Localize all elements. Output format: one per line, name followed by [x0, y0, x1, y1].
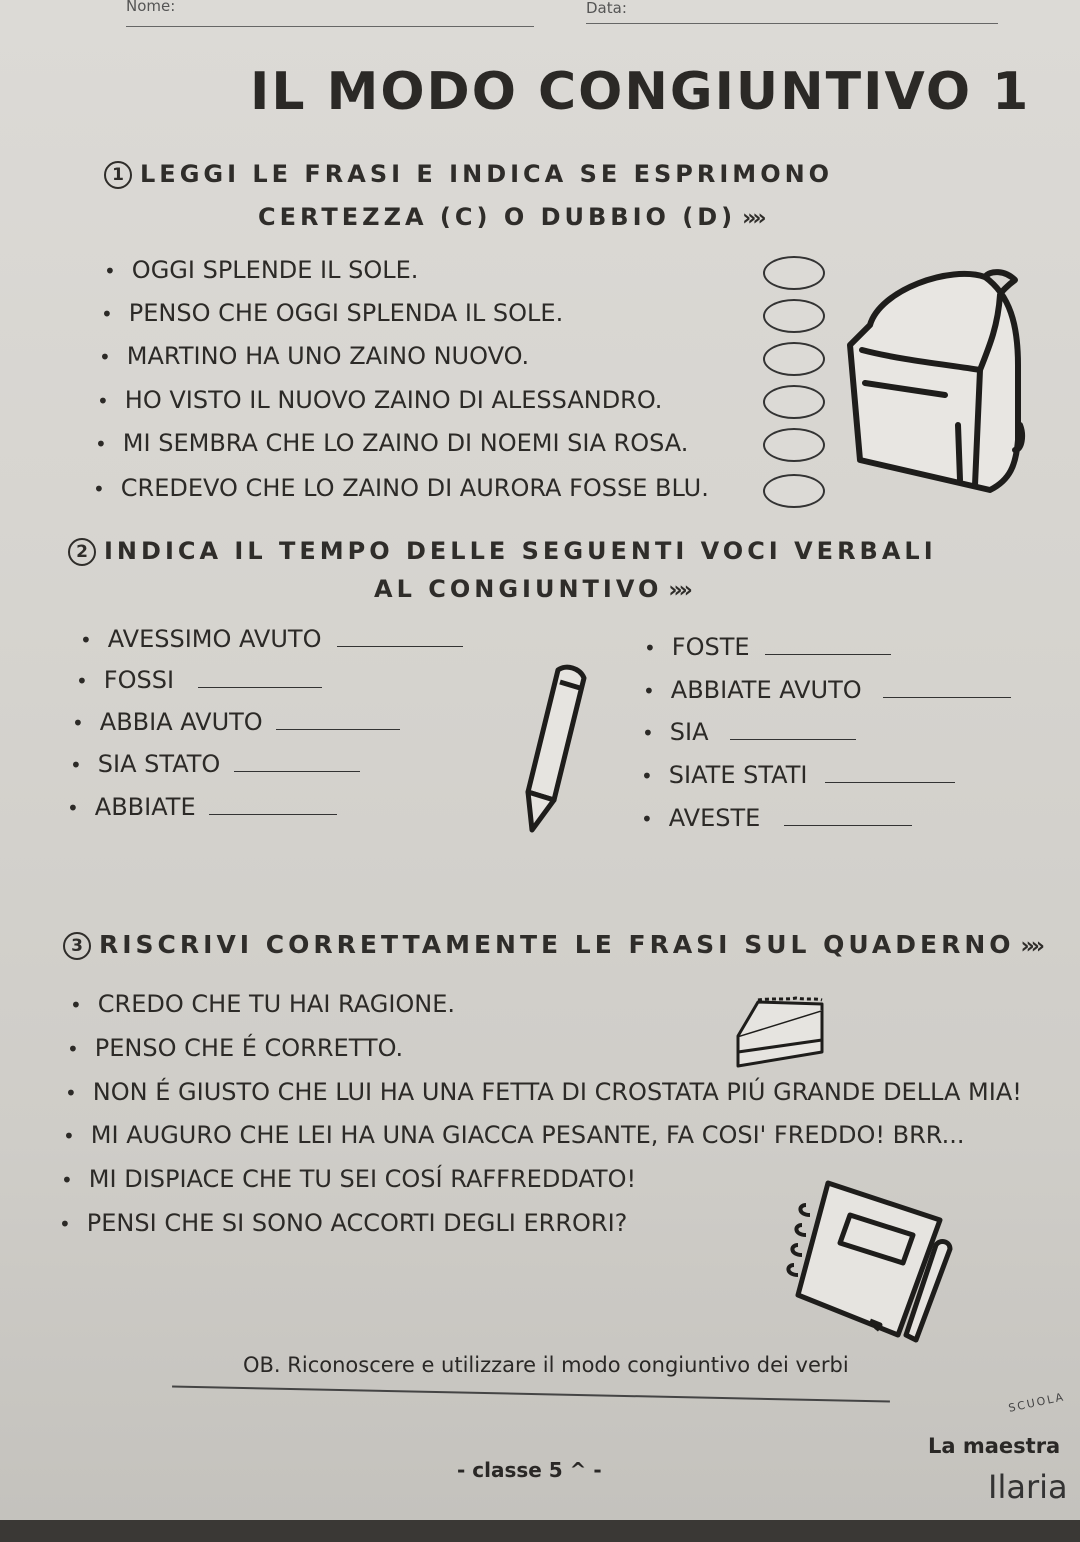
answer-oval[interactable] — [763, 474, 825, 508]
class-label: - classe 5 ^ - — [457, 1458, 602, 1482]
learning-objective: OB. Riconoscere e utilizzare il modo congiuntivo dei verbi — [243, 1353, 849, 1377]
page-title: IL MODO CONGIUNTIVO 1 — [250, 62, 1031, 122]
notebook-icon — [788, 1175, 963, 1350]
section1-sentence: • OGGI SPLENDE IL SOLE. — [104, 256, 418, 284]
date-field-line[interactable] — [586, 23, 998, 24]
name-field-line[interactable] — [126, 26, 534, 27]
section1-sentence: • HO VISTO IL NUOVO ZAINO DI ALESSANDRO. — [97, 386, 662, 414]
answer-blank[interactable] — [883, 675, 1011, 698]
verb-item — [641, 803, 912, 832]
name-label: Nome: — [126, 0, 176, 15]
answer-blank[interactable] — [337, 624, 463, 647]
section3-number: 3 — [63, 932, 91, 960]
section2-heading-line1 — [68, 537, 937, 566]
teacher-label: La maestra — [928, 1434, 1061, 1458]
section3-sentence: • MI DISPIACE CHE TU SEI COSÍ RAFFREDDATO! — [61, 1165, 636, 1193]
section2-heading-text2: AL CONGIUNTIVO — [374, 575, 663, 603]
divider-line — [172, 1385, 890, 1402]
section3-sentence: • MI AUGURO CHE LEI HA UNA GIACCA PESANTE, FA COSI' FREDDO! BRR... — [63, 1121, 965, 1149]
section3-heading — [63, 930, 1041, 960]
section1-heading-line2 — [258, 203, 763, 231]
verb-label: ABBIATE AVUTO — [670, 676, 862, 704]
verb-item — [70, 749, 360, 778]
verb-item — [80, 624, 463, 653]
verb-label: FOSTE — [671, 633, 750, 661]
verb-item — [643, 675, 1011, 704]
section3-sentence: • PENSI CHE SI SONO ACCORTI DEGLI ERRORI? — [59, 1209, 627, 1237]
verb-label: FOSSI — [103, 666, 175, 694]
chevron-right-icon: »» — [1020, 934, 1041, 959]
section1-sentence: • MARTINO HA UNO ZAINO NUOVO. — [99, 342, 529, 370]
backpack-icon — [840, 265, 1030, 500]
verb-label: ABBIA AVUTO — [99, 708, 263, 736]
verb-item — [642, 717, 856, 746]
answer-blank[interactable] — [765, 632, 891, 655]
answer-blank[interactable] — [825, 760, 955, 783]
verb-item — [641, 760, 955, 789]
verb-item — [644, 632, 891, 661]
answer-oval[interactable] — [763, 428, 825, 462]
section1-sentence: • PENSO CHE OGGI SPLENDA IL SOLE. — [101, 299, 563, 327]
date-label: Data: — [586, 0, 627, 17]
verb-label: SIA STATO — [97, 750, 221, 778]
section2-heading-line2 — [374, 575, 689, 603]
section3-sentence: • PENSO CHE É CORRETTO. — [67, 1034, 403, 1062]
verb-item — [72, 707, 400, 736]
section2-heading-text: INDICA IL TEMPO DELLE SEGUENTI VOCI VERBALI — [104, 537, 937, 565]
answer-blank[interactable] — [730, 717, 856, 740]
section1-sentence: • CREDEVO CHE LO ZAINO DI AURORA FOSSE BLU. — [93, 474, 709, 502]
answer-blank[interactable] — [198, 665, 322, 688]
teacher-name: Ilaria — [988, 1468, 1068, 1506]
chevron-right-icon: »» — [668, 578, 689, 603]
verb-label: AVESTE — [668, 804, 761, 832]
section1-sentence: • MI SEMBRA CHE LO ZAINO DI NOEMI SIA ROSA. — [95, 429, 688, 457]
answer-oval[interactable] — [763, 299, 825, 333]
section1-heading-text2: CERTEZZA (C) O DUBBIO (D) — [258, 203, 737, 231]
section1-number: 1 — [104, 161, 132, 189]
verb-label: AVESSIMO AVUTO — [107, 625, 322, 653]
school-logo: SCUOLA — [1007, 1390, 1067, 1415]
verb-item — [67, 792, 337, 821]
section1-heading-text: LEGGI LE FRASI E INDICA SE ESPRIMONO — [140, 160, 834, 188]
answer-blank[interactable] — [784, 803, 912, 826]
pencil-icon — [518, 660, 598, 840]
answer-blank[interactable] — [234, 749, 360, 772]
answer-blank[interactable] — [276, 707, 400, 730]
verb-label: ABBIATE — [94, 793, 196, 821]
section2-number: 2 — [68, 538, 96, 566]
section3-heading-text: RISCRIVI CORRETTAMENTE LE FRASI SUL QUADERNO — [99, 930, 1015, 959]
section3-sentence: • CREDO CHE TU HAI RAGIONE. — [70, 990, 455, 1018]
verb-label: SIATE STATI — [668, 761, 808, 789]
answer-blank[interactable] — [209, 792, 337, 815]
cake-slice-icon — [736, 996, 831, 1072]
verb-item — [76, 665, 322, 694]
section3-sentence: • NON É GIUSTO CHE LUI HA UNA FETTA DI CROSTATA PIÚ GRANDE DELLA MIA! — [65, 1078, 1022, 1106]
answer-oval[interactable] — [763, 256, 825, 290]
answer-oval[interactable] — [763, 385, 825, 419]
chevron-right-icon: »» — [742, 206, 763, 231]
verb-label: SIA — [669, 718, 709, 746]
section1-heading-line1 — [104, 160, 833, 189]
answer-oval[interactable] — [763, 342, 825, 376]
